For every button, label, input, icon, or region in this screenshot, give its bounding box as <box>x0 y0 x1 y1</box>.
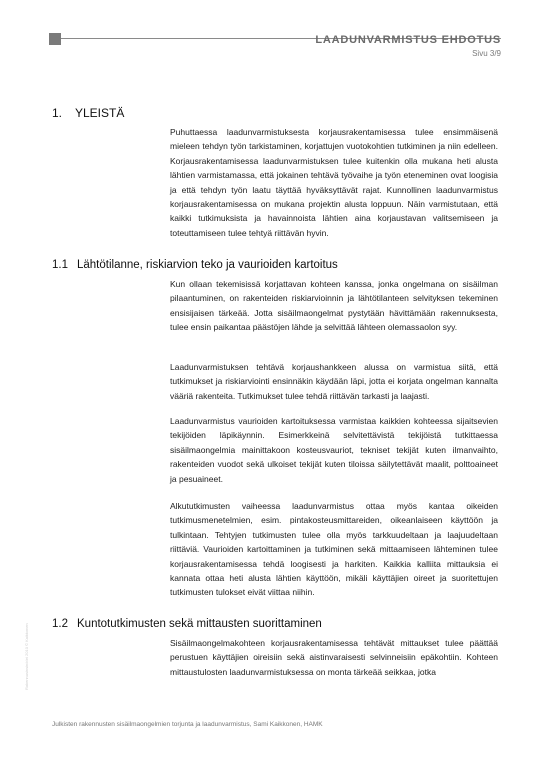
paragraph: Puhuttaessa laadunvarmistuksesta korjausrakentamisessa tulee ensimmäisenä mieleen tehdyn työn tarkistaminen, korjattujen vuotokohtien tutkiminen ja niin edelleen. Korjausrakentamisessa laadunvarmistuksen tulee kuitenkin olla mukana heti alusta lähtien varmistamassa, että jokainen tehtävä työvaihe ja työn eteneminen ovat loogisia ja että tehdyn työn laatu täyttää hyväksyttävät rajat. Kunnollinen laadunvarmistus korjausrakentamisessa on mukana projektin alusta loppuun. Näin varmistutaan, että kaikki tutkimuksista ja havainnoista lähtien aina korjaustavan valitsemiseen ja toteuttamiseen tulee tehtyä riittävän hyvin. <box>170 127 498 238</box>
paragraph: Laadunvarmistuksen tehtävä korjaushankkeen alussa on varmistua siitä, että tutkimukset ja riskiarviointi ensinnäkin käydään läpi, jotta ei korjata ongelman kannalta vääriä rakenteita. Tutkimukset tulee tehdä riittävän tarkasti ja laajasti. <box>170 362 498 401</box>
side-note: Rakennusinsinööri 2010 © Kaikkonen <box>24 623 29 690</box>
section-title: Kuntotutkimusten sekä mittausten suorittaminen <box>77 618 322 630</box>
paragraph: Sisäilmaongelmakohteen korjausrakentamisessa tehtävät mittaukset tulee päättää perustuen käyttäjien oireisiin sekä aistinvaraisesti selvinneisiin epäkohtiin. Kohteen mittaustulosten laadunvarmistuksessa on monta tärkeää seikkaa, jotka <box>170 638 498 677</box>
section-number: 1.2 <box>52 618 68 630</box>
section-number: 1. <box>52 106 63 120</box>
section-title: Lähtötilanne, riskiarvion teko ja vaurioiden kartoitus <box>77 259 338 271</box>
paragraph: Kun ollaan tekemisissä korjattavan kohteen kanssa, jonka ongelmana on sisäilman pilaantuminen, on rakenteiden riskiarvioinnin ja lähtötilanteen selvityksen tekeminen ensisijaisen tärkeää. Jotta sisäilmaongelmat pystytään hävittämään rakennuksesta, tulee ensin paikantaa päästöjen lähde ja selvittää lähteen olemassaolon syy. <box>170 279 498 333</box>
page-footer: Julkisten rakennusten sisäilmaongelmien torjunta ja laadunvarmistus, Sami Kaikkonen, HAMK <box>52 721 323 728</box>
paragraph: Alkututkimusten vaiheessa laadunvarmistus ottaa myös kantaa oikeiden tutkimusmenetelmien, esim. pintakosteusmittareiden, oikeanlaiseen käyttöön ja tulkintaan. Tehtyjen tutkimusten tulee olla myös tarkkuudeltaan ja laajuudeltaan riittäviä. Vaurioiden kartoittaminen ja tutkiminen sekä mittaamiseen lähteminen tulee korjausrakentamisessa tehdä loogisesti ja harkiten. Kaikkia kalliita mittauksia ei kannata ottaa heti alusta lähtien käyttöön, mikäli käyttäjien oireet ja suoritettujen tutkimusten tulokset eivät viittaa niihin. <box>170 501 498 598</box>
section-heading-1-1 <box>52 259 338 271</box>
header-marker <box>49 33 61 45</box>
page-number: Sivu 3/9 <box>472 49 501 58</box>
section-heading-1-2 <box>52 618 322 630</box>
section-heading-1 <box>52 106 124 120</box>
section-title: YLEISTÄ <box>75 106 125 120</box>
section-number: 1.1 <box>52 259 68 271</box>
document-title: LAADUNVARMISTUS EHDOTUS <box>315 34 501 46</box>
paragraph: Laadunvarmistus vaurioiden kartoituksessa varmistaa kaikkien kohteessa sijaitsevien tekijöiden läpikäynnin. Esimerkkeinä selvitettävistä tekijöistä tutkittaessa sisäilmaongelmia mainittakoon kosteusvauriot, tekniset tekijät kuten ilmanvaihto, rakenteiden vuodot sekä ulkoiset tekijät kuten tiloissa säilytettävät maalit, polttoaineet ja pesuaineet. <box>170 416 498 484</box>
